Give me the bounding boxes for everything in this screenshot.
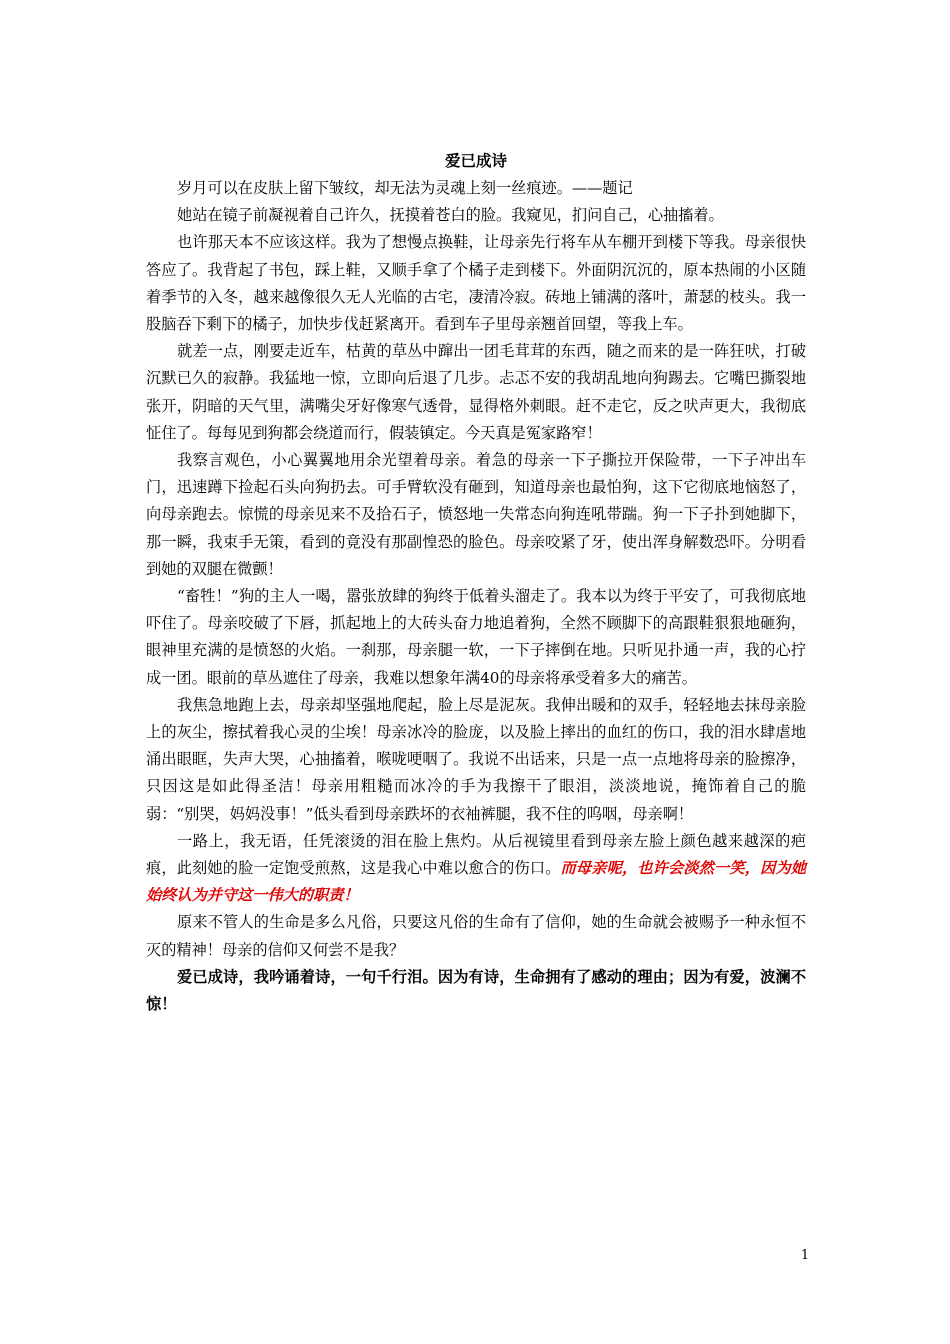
paragraph-4: 我察言观色，小心翼翼地用余光望着母亲。着急的母亲一下子撕拉开保险带，一下子冲出车门，迅速蹲下捡起石头向狗扔去。可手臂软没有砸到，知道母亲也最怕狗，这下它彻底地恼怒了，向母亲跑去。惊慌的母亲见来不及拾石子，愤怒地一失常态向狗连吼带踹。狗一下子扑到她脚下，那一瞬，我束手无策，看到的竟没有那副惶恐的脸色。母亲咬紧了牙，使出浑身解数恐吓。分明看到她的双腿在微颤！ xyxy=(146,451,806,578)
document-title: 爱已成诗 xyxy=(444,152,507,170)
paragraph-7 xyxy=(146,828,806,910)
epigraph: 岁月可以在皮肤上留下皱纹，却无法为灵魂上刻一丝痕迹。——题记 xyxy=(177,179,633,197)
closing-paragraph: 爱已成诗，我吟诵着诗，一句千行泪。因为有诗，生命拥有了感动的理由；因为有爱，波澜不惊！ xyxy=(146,967,806,1014)
page-number: 1 xyxy=(800,1248,810,1263)
paragraph-2: 也许那天本不应该这样。我为了想慢点换鞋，让母亲先行将车从车棚开到楼下等我。母亲很快答应了。我背起了书包，踩上鞋，又顺手拿了个橘子走到楼下。外面阴沉沉的，原本热闹的小区随着季节的入冬，越来越像很久无人光临的古宅，凄清冷寂。砖地上铺满的落叶，萧瑟的枝头。我一股脑吞下剩下的橘子，加快步伐赶紧离开。看到车子里母亲翘首回望，等我上车。 xyxy=(146,233,806,334)
paragraph-6: 我焦急地跑上去，母亲却坚强地爬起，脸上尽是泥灰。我伸出暖和的双手，轻轻地去抹母亲脸上的灰尘，擦拭着我心灵的尘埃！母亲冰冷的脸庞，以及脸上摔出的血红的伤口，我的泪水肆虐地涌出眼眶，失声大哭，心抽搐着，喉咙哽咽了。我说不出话来，只是一点一点地将母亲的脸擦净，只因这是如此得圣洁！母亲用粗糙而冰冷的手为我擦干了眼泪，淡淡地说，掩饰着自己的脆弱：“别哭，妈妈没事！”低头看到母亲跌坏的衣袖裤腿，我不住的呜咽，母亲啊！ xyxy=(146,695,806,823)
paragraph-1: 她站在镜子前凝视着自己许久，抚摸着苍白的脸。我窥见，扪问自己，心抽搐着。 xyxy=(177,206,724,225)
paragraph-5: “畜牲！”狗的主人一喝，嚣张放肆的狗终于低着头溜走了。我本以为终于平安了，可我彻底地吓住了。母亲咬破了下唇，抓起地上的大砖头奋力地追着狗，全然不顾脚下的高跟鞋狠狠地砸狗，眼神里充满的是愤怒的火焰。一刹那，母亲腿一软，一下子摔倒在地。只听见扑通一声，我的心拧成一团。眼前的草丛遮住了母亲，我难以想象年满40的母亲将承受着多大的痛苦。 xyxy=(146,587,806,687)
document-page xyxy=(146,150,806,1018)
paragraph-7-emphasis: 而母亲呢，也许会淡然一笑，因为她始终认为并守这一伟大的职责！ xyxy=(146,859,807,905)
paragraph-8: 原来不管人的生命是多么凡俗，只要这凡俗的生命有了信仰，她的生命就会被赐予一种永恒不灭的精神！母亲的信仰又何尝不是我？ xyxy=(146,913,806,959)
paragraph-7-text: 一路上，我无语，任凭滚烫的泪在脸上焦灼。从后视镜里看到母亲左脸上颜色越来越深的疤痕，此刻她的脸一定饱受煎熬，这是我心中难以愈合的伤口。 xyxy=(146,831,806,878)
paragraph-3: 就差一点，刚要走近车，枯黄的草丛中蹿出一团毛茸茸的东西，随之而来的是一阵狂吠，打破沉默已久的寂静。我猛地一惊，立即向后退了几步。忐忑不安的我胡乱地向狗踢去。它嘴巴撕裂地张开，阴暗的天气里，满嘴尖牙好像寒气透骨，显得格外刺眼。赶不走它，反之吠声更大，我彻底怔住了。每每见到狗都会绕道而行，假装镇定。今天真是冤家路窄！ xyxy=(146,342,806,442)
